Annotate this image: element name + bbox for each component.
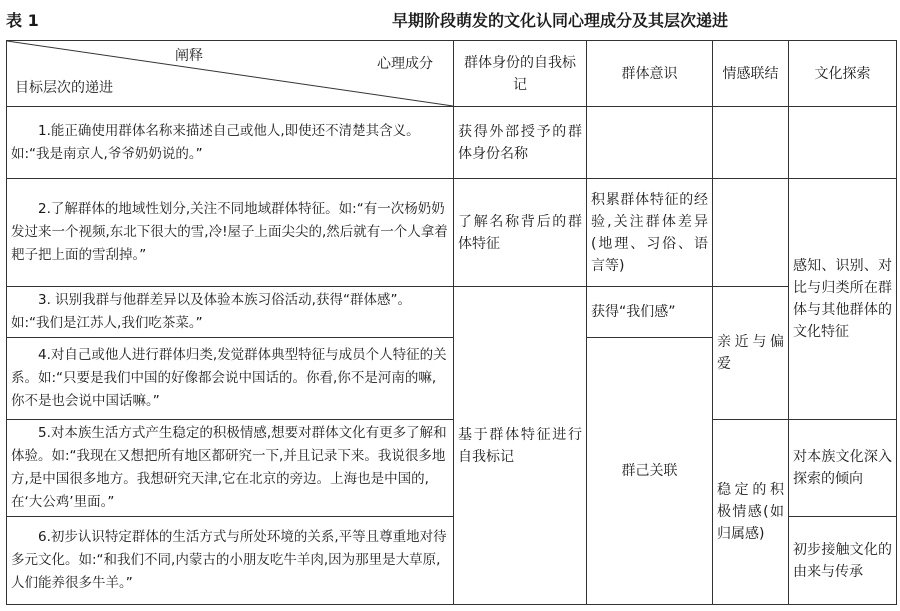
culture-identity-table xyxy=(6,40,897,605)
table-row xyxy=(7,420,897,517)
identity-cell-self-marking: 基于群体特征进行自我标记 xyxy=(454,287,587,605)
emotion-cell-empty xyxy=(713,107,789,179)
emotion-cell-empty xyxy=(713,179,789,287)
header-cultural-exploration: 文化探索 xyxy=(789,41,897,107)
identity-cell-name-features: 了解名称背后的群体特征 xyxy=(454,179,587,287)
level-5-text: 5.对本族生活方式产生稳定的积极情感,想要对群体文化有更多了解和体验。如:“我现在又想把所有地区都研究一下,并且记录下来。我说很多地方,是中国很多地方。我想研究天津,它在北京的旁边。上海也是中国的,在‘大公鸡’里面。” xyxy=(7,420,454,517)
level-3-text: 3. 识别我群与他群差异以及体验本族习俗活动,获得“群体感”。如:“我们是江苏人,我们吃茶菜。” xyxy=(7,287,454,338)
level-6-text: 6.初步认识特定群体的生活方式与所处环境的关系,平等且尊重地对待多元文化。如:“和我们不同,内蒙古的小朋友吃牛羊肉,因为那里是大草原,人们能养很多牛羊。” xyxy=(7,517,454,605)
level-1-text: 1.能正确使用群体名称来描述自己或他人,即使还不清楚其含义。如:“我是南京人,爷爷奶奶说的。” xyxy=(7,107,454,179)
awareness-cell-self-group: 群己关联 xyxy=(587,338,713,605)
awareness-cell-accumulate: 积累群体特征的经验,关注群体差异(地理、习俗、语言等) xyxy=(587,179,713,287)
emotion-cell-stable: 稳定的积极情感(如归属感) xyxy=(713,420,789,605)
table-row xyxy=(7,287,897,338)
level-4-text: 4.对自己或他人进行群体归类,发觉群体典型特征与成员个人特征的关系。如:“只要是我们中国的好像都会说中国话的。你看,你不是河南的嘛,你不是也会说中国话嘛。” xyxy=(7,338,454,420)
diagonal-header-cell xyxy=(7,41,454,107)
awareness-cell-we-feeling: 获得“我们感” xyxy=(587,287,713,338)
explore-cell-deep: 对本族文化深入探索的倾向 xyxy=(789,420,897,517)
table-row xyxy=(7,107,897,179)
table-title: 早期阶段萌发的文化认同心理成分及其层次递进 xyxy=(391,11,728,30)
table-row xyxy=(7,179,897,287)
level-2-text: 2.了解群体的地域性划分,关注不同地域群体特征。如:“有一次杨奶奶发过来一个视频,东北下很大的雪,冷!屋子上面尖尖的,然后就有一个人拿着耙子把上面的雪刮掉。” xyxy=(7,179,454,287)
explore-cell-origin: 初步接触文化的由来与传承 xyxy=(789,517,897,605)
emotion-cell-affinity: 亲近与偏爱 xyxy=(713,287,789,420)
table-caption xyxy=(0,0,900,36)
explore-cell-perceive: 感知、识别、对比与归类所在群体与其他群体的文化特征 xyxy=(789,179,897,420)
header-group-awareness: 群体意识 xyxy=(587,41,713,107)
header-self-identity: 群体身份的自我标记 xyxy=(454,41,587,107)
diag-label-levels: 目标层次的递进 xyxy=(15,80,113,96)
table-label: 表 1 xyxy=(6,11,39,30)
explore-cell-empty xyxy=(789,107,897,179)
identity-cell-external-name: 获得外部授予的群体身份名称 xyxy=(454,107,587,179)
diag-label-explain: 阐释 xyxy=(175,48,203,64)
diag-label-component: 心理成分 xyxy=(377,56,433,72)
header-row xyxy=(7,41,897,107)
header-emotional-bond: 情感联结 xyxy=(713,41,789,107)
awareness-cell-empty xyxy=(587,107,713,179)
